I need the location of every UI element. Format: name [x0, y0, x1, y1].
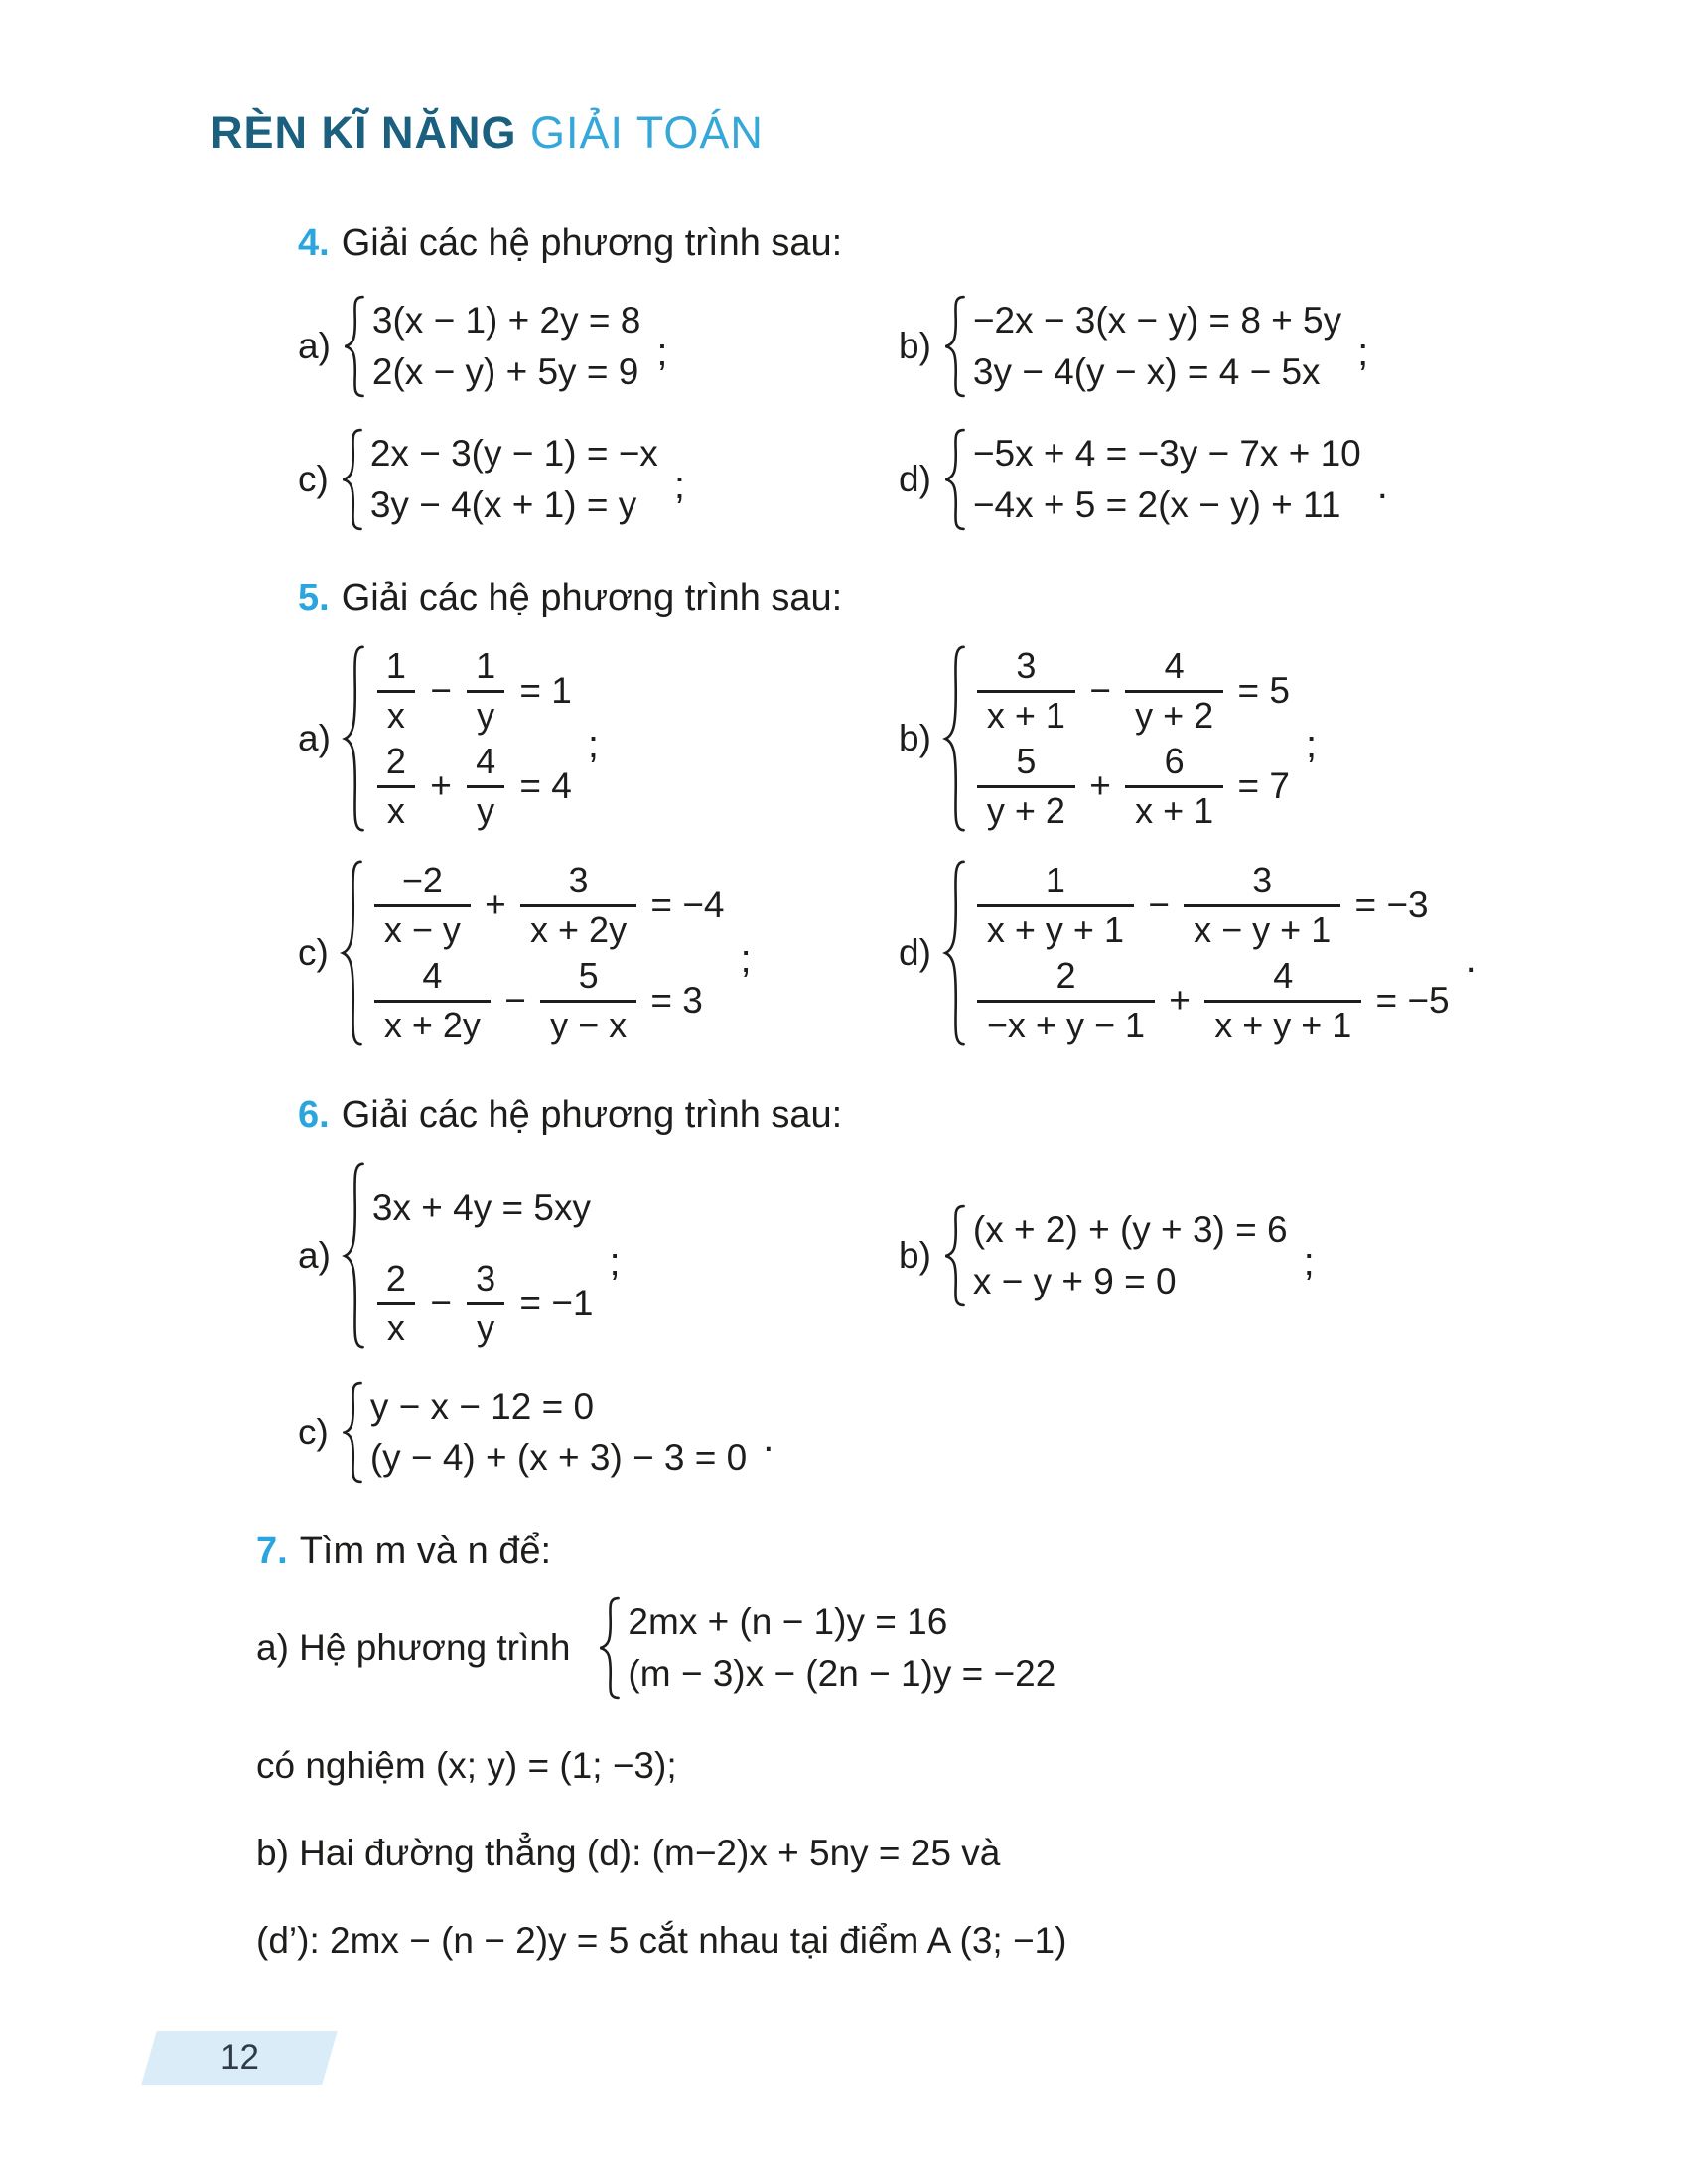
- left-curly-brace: [339, 858, 364, 1048]
- equation-text: (x + 2) + (y + 3) = 6: [972, 1209, 1288, 1250]
- equation-system-4b: [899, 295, 1368, 398]
- fraction: [977, 957, 1155, 1043]
- equation-text: 2(x − y) + 5y = 9: [371, 351, 639, 392]
- fraction: [466, 1260, 505, 1346]
- fraction-denominator: y: [467, 785, 504, 830]
- equation-system-5c: [298, 858, 752, 1048]
- fraction: [1184, 862, 1340, 948]
- problem-7a-prefix: a) Hệ phương trình: [256, 1627, 571, 1668]
- systems-row-right: [899, 428, 1388, 531]
- header-title-light: GIẢI TOÁN: [530, 107, 764, 158]
- fraction-numerator: 1: [385, 645, 406, 687]
- equation-line: [370, 1381, 747, 1433]
- equation-line: [372, 346, 640, 398]
- header-title-bold: RÈN KĨ NĂNG: [211, 107, 517, 158]
- fraction-denominator: −x + y − 1: [977, 1000, 1155, 1044]
- fraction-denominator: y: [467, 1302, 504, 1347]
- fraction-denominator: y + 2: [977, 785, 1075, 830]
- system-punctuation: ;: [1357, 330, 1369, 374]
- fraction: [1125, 743, 1223, 829]
- equation-text: 3y − 4(y − x) = 4 − 5x: [972, 351, 1321, 392]
- equation-text: = 7: [1227, 765, 1290, 806]
- system-lines: [372, 643, 572, 834]
- fraction-numerator: 1: [1045, 860, 1065, 901]
- equation-text: = −5: [1365, 980, 1450, 1021]
- fraction-denominator: x: [377, 1302, 415, 1347]
- system-label: a): [298, 326, 331, 366]
- equation-system-7a: [596, 1596, 1055, 1700]
- equation-system-5d: [899, 858, 1477, 1048]
- equation-system-6a: [298, 1160, 621, 1351]
- left-curly-brace: [941, 1204, 967, 1307]
- equation-line: [973, 643, 1290, 739]
- fraction-numerator: 5: [1016, 741, 1037, 782]
- problem-6-title: [298, 1094, 1688, 1137]
- equation-text: y − x − 12 = 0: [369, 1386, 595, 1427]
- equation-text: 3y − 4(x + 1) = y: [369, 484, 637, 525]
- systems-row-right: [899, 295, 1368, 398]
- fraction-denominator: x + 1: [1125, 785, 1223, 830]
- fraction-denominator: y + 2: [1125, 690, 1223, 735]
- fraction-numerator: 3: [1016, 645, 1037, 687]
- equation-line: [973, 295, 1341, 346]
- left-curly-brace: [341, 1160, 366, 1351]
- system-lines: [973, 643, 1290, 834]
- equation-system-6b: [899, 1204, 1315, 1307]
- equation-line: [973, 1256, 1288, 1307]
- problem-title-text: Giải các hệ phương trình sau:: [341, 222, 843, 264]
- fraction: [977, 862, 1134, 948]
- system-lines: [973, 295, 1341, 398]
- fraction-denominator: x + 2y: [374, 1000, 491, 1044]
- equation-line: [372, 643, 572, 739]
- fraction-denominator: x − y + 1: [1184, 904, 1340, 949]
- equation-text: −2x − 3(x − y) = 8 + 5y: [972, 300, 1342, 341]
- fraction-denominator: x + y + 1: [977, 904, 1134, 949]
- systems-row: [0, 428, 1688, 531]
- equation-text: 3x + 4y = 5xy: [371, 1187, 591, 1228]
- problem-7a-row: [256, 1596, 1688, 1700]
- fraction-numerator: 3: [1252, 860, 1273, 901]
- equation-text: −4x + 5 = 2(x − y) + 11: [972, 484, 1341, 525]
- equation-line: [372, 1160, 594, 1256]
- systems-row-left: [298, 428, 899, 531]
- system-lines: [370, 1381, 747, 1484]
- equation-system-4c: [298, 428, 685, 531]
- equation-text: = −3: [1344, 885, 1429, 925]
- system-label: b): [899, 718, 931, 758]
- systems-row-right: [899, 1204, 1315, 1307]
- fraction: [1125, 647, 1223, 734]
- systems-row-left: [298, 1160, 899, 1351]
- fraction: [1204, 957, 1361, 1043]
- left-curly-brace: [341, 295, 366, 398]
- system-lines: [973, 428, 1361, 531]
- problem-4-title: [298, 222, 1688, 265]
- fraction: [977, 647, 1075, 734]
- equation-text: 2mx + (n − 1)y = 16: [628, 1601, 948, 1642]
- equation-system-4d: [899, 428, 1388, 531]
- fraction-denominator: x: [377, 785, 415, 830]
- equation-text: −: [419, 1283, 463, 1323]
- fraction-numerator: 4: [422, 955, 443, 997]
- fraction: [374, 862, 471, 948]
- system-label: a): [298, 718, 331, 758]
- left-curly-brace: [941, 643, 967, 834]
- fraction-denominator: y − x: [540, 1000, 636, 1044]
- fraction: [376, 743, 416, 829]
- systems-row: [0, 1160, 1688, 1351]
- system-punctuation: ;: [673, 463, 685, 507]
- system-punctuation: ;: [587, 722, 600, 766]
- equation-line: [372, 295, 640, 346]
- system-label: d): [899, 932, 931, 973]
- problem-7-title: [256, 1530, 1688, 1572]
- equation-text: = −1: [509, 1283, 594, 1323]
- system-punctuation: ;: [740, 936, 752, 981]
- equation-text: −: [419, 670, 463, 711]
- equation-text: −5x + 4 = −3y − 7x + 10: [972, 433, 1361, 474]
- systems-row: [0, 858, 1688, 1048]
- equation-text: x − y + 9 = 0: [972, 1261, 1177, 1301]
- equation-text: +: [1078, 765, 1122, 806]
- fraction-denominator: x − y: [374, 904, 471, 949]
- systems-row: [0, 1381, 1688, 1484]
- problem-number: 5.: [298, 577, 330, 618]
- fraction-numerator: 4: [476, 741, 496, 782]
- fraction: [540, 957, 636, 1043]
- fraction-denominator: x + 1: [977, 690, 1075, 735]
- system-lines: [628, 1596, 1055, 1700]
- system-punctuation: .: [1465, 936, 1477, 981]
- equation-text: = 5: [1227, 670, 1290, 711]
- left-curly-brace: [339, 1381, 364, 1484]
- fraction-denominator: x + y + 1: [1204, 1000, 1361, 1044]
- exercise-content: [0, 222, 1688, 1962]
- equation-line: [370, 479, 658, 531]
- equation-text: +: [474, 885, 517, 925]
- equation-line: [372, 739, 572, 834]
- system-label: b): [899, 1235, 931, 1276]
- equation-system-4a: [298, 295, 668, 398]
- systems-row: [0, 643, 1688, 834]
- systems-row-left: [298, 1381, 899, 1484]
- fraction: [376, 1260, 416, 1346]
- left-curly-brace: [941, 428, 967, 531]
- problem-7a-solution-line: có nghiệm (x; y) = (1; −3);: [256, 1745, 677, 1786]
- equation-line: [973, 346, 1341, 398]
- systems-row-right: [899, 643, 1317, 834]
- problem-number: 6.: [298, 1094, 330, 1136]
- system-lines: [973, 858, 1450, 1048]
- equation-text: −: [1078, 670, 1122, 711]
- equation-text: = 4: [509, 765, 572, 806]
- fraction-numerator: 4: [1273, 955, 1294, 997]
- fraction: [466, 743, 505, 829]
- system-punctuation: ;: [656, 330, 668, 374]
- equation-text: +: [1159, 980, 1201, 1021]
- fraction: [376, 647, 416, 734]
- system-lines: [370, 858, 725, 1048]
- fraction-numerator: 4: [1164, 645, 1185, 687]
- equation-text: +: [419, 765, 463, 806]
- problem-title-text: Giải các hệ phương trình sau:: [341, 577, 843, 618]
- fraction-numerator: −2: [401, 860, 443, 901]
- system-punctuation: ;: [1305, 722, 1318, 766]
- fraction-numerator: 2: [385, 1258, 406, 1299]
- equation-text: (y − 4) + (x + 3) − 3 = 0: [369, 1437, 748, 1478]
- problem-number: 7.: [256, 1530, 288, 1571]
- equation-line: [973, 428, 1361, 479]
- problem-7-block: [0, 1530, 1688, 1962]
- equation-line: [370, 953, 725, 1048]
- fraction: [374, 957, 491, 1043]
- problem-7b-line: b) Hai đường thẳng (d): (m−2)x + 5ny = 25 và: [256, 1833, 1001, 1873]
- equation-text: = 3: [640, 980, 703, 1021]
- equation-line: [973, 479, 1361, 531]
- left-curly-brace: [941, 858, 967, 1048]
- fraction-numerator: 3: [568, 860, 589, 901]
- page-header: [0, 0, 1688, 159]
- fraction-denominator: x + 2y: [520, 904, 636, 949]
- system-lines: [372, 1160, 594, 1351]
- equation-line: [628, 1596, 1055, 1648]
- page-number: 12: [219, 2038, 259, 2077]
- problem-title-text: Tìm m và n để:: [299, 1530, 552, 1571]
- problem-7b-line2: (d’): 2mx − (n − 2)y = 5 cắt nhau tại điểm A (3; −1): [256, 1920, 1067, 1961]
- equation-line: [973, 1204, 1288, 1256]
- equation-line: [372, 1256, 594, 1351]
- equation-text: (m − 3)x − (2n − 1)y = −22: [628, 1653, 1056, 1694]
- fraction-numerator: 2: [385, 741, 406, 782]
- fraction-numerator: 6: [1164, 741, 1185, 782]
- systems-row: [0, 295, 1688, 398]
- system-punctuation: .: [1376, 463, 1388, 507]
- equation-line: [370, 858, 725, 953]
- systems-row-left: [298, 295, 899, 398]
- equation-text: −: [493, 980, 537, 1021]
- fraction-denominator: y: [467, 690, 504, 735]
- system-label: c): [298, 932, 329, 973]
- equation-line: [973, 858, 1450, 953]
- system-label: c): [298, 459, 329, 499]
- equation-line: [628, 1648, 1055, 1700]
- system-punctuation: .: [763, 1416, 774, 1460]
- equation-line: [973, 739, 1290, 834]
- system-label: d): [899, 459, 931, 499]
- fraction-numerator: 1: [476, 645, 496, 687]
- problem-5-title: [298, 577, 1688, 619]
- system-lines: [973, 1204, 1288, 1307]
- equation-text: −: [1137, 885, 1181, 925]
- fraction: [520, 862, 636, 948]
- system-label: b): [899, 326, 931, 366]
- equation-text: = −4: [640, 885, 725, 925]
- problem-number: 4.: [298, 222, 330, 264]
- equation-system-5b: [899, 643, 1317, 834]
- fraction-numerator: 5: [578, 955, 599, 997]
- left-curly-brace: [941, 295, 967, 398]
- fraction-denominator: x: [377, 690, 415, 735]
- systems-row-right: [899, 858, 1477, 1048]
- equation-line: [370, 428, 658, 479]
- fraction-numerator: 3: [476, 1258, 496, 1299]
- equation-line: [370, 1433, 747, 1484]
- left-curly-brace: [596, 1596, 622, 1700]
- fraction-numerator: 2: [1055, 955, 1076, 997]
- systems-row-left: [298, 858, 899, 1048]
- equation-system-5a: [298, 643, 599, 834]
- left-curly-brace: [339, 428, 364, 531]
- system-punctuation: ;: [1303, 1239, 1315, 1284]
- fraction: [466, 647, 505, 734]
- equation-line: [973, 953, 1450, 1048]
- equation-text: 2x − 3(y − 1) = −x: [369, 433, 658, 474]
- system-lines: [372, 295, 640, 398]
- page-number-tab: [141, 2031, 337, 2085]
- system-lines: [370, 428, 658, 531]
- system-label: a): [298, 1235, 331, 1276]
- fraction: [977, 743, 1075, 829]
- systems-row-left: [298, 643, 899, 834]
- equation-text: = 1: [509, 670, 572, 711]
- problem-title-text: Giải các hệ phương trình sau:: [341, 1094, 843, 1136]
- equation-text: 3(x − 1) + 2y = 8: [371, 300, 641, 341]
- equation-system-6c: [298, 1381, 774, 1484]
- left-curly-brace: [341, 643, 366, 834]
- system-punctuation: ;: [609, 1239, 621, 1284]
- system-label: c): [298, 1412, 329, 1452]
